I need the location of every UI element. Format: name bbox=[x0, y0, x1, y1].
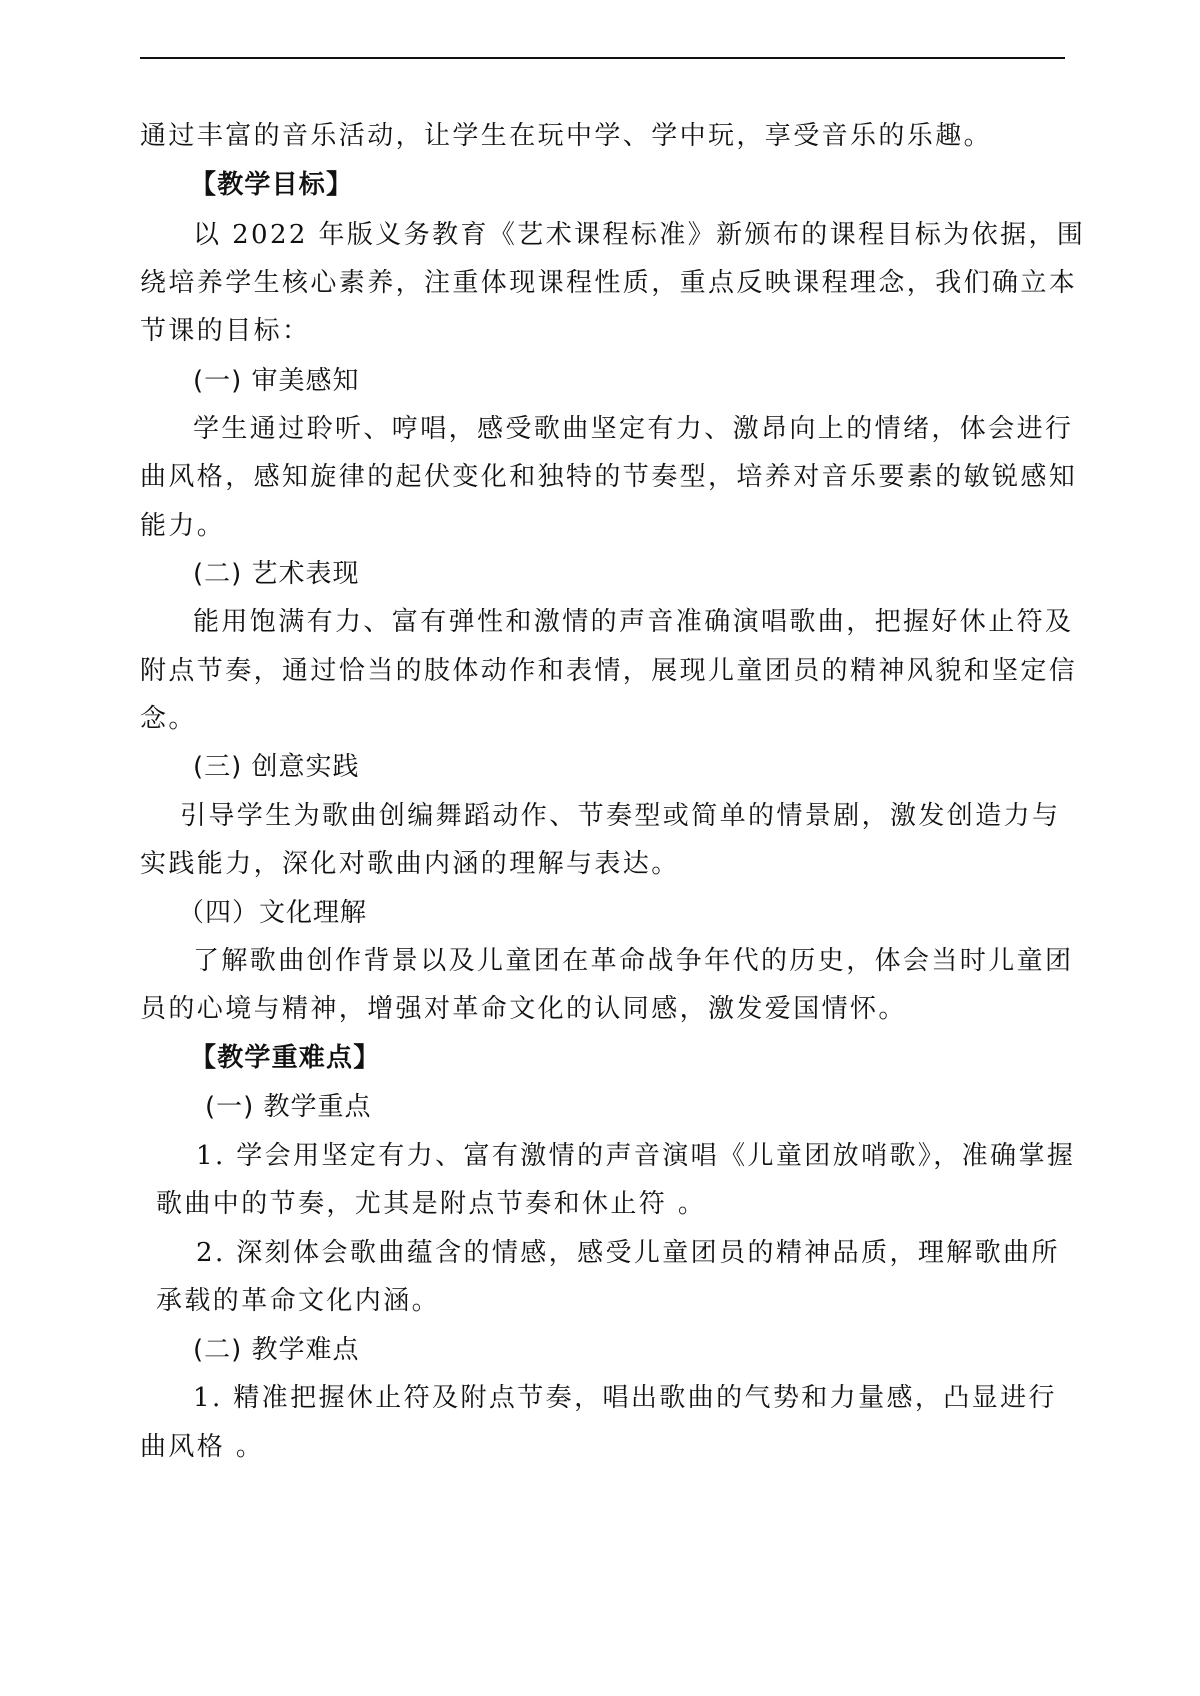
header-rule bbox=[140, 57, 1065, 59]
subheading-teaching-focus: (一) 教学重点 bbox=[205, 1092, 372, 1122]
body-line: 通过丰富的音乐活动，让学生在玩中学、学中玩，享受音乐的乐趣。 bbox=[140, 121, 993, 151]
body-line: 歌曲中的节奏，尤其是附点节奏和休止符 。 bbox=[156, 1189, 707, 1219]
body-line: 念。 bbox=[140, 704, 197, 734]
subheading-creative-practice: (三) 创意实践 bbox=[193, 752, 360, 782]
body-line: 曲风格，感知旋律的起伏变化和独特的节奏型，培养对音乐要素的敏锐感知 bbox=[140, 462, 1078, 492]
body-line: 实践能力，深化对歌曲内涵的理解与表达。 bbox=[140, 849, 680, 879]
body-line: 1. 精准把握休止符及附点节奏，唱出歌曲的气势和力量感，凸显进行 bbox=[193, 1383, 1057, 1413]
body-line: 附点节奏，通过恰当的肢体动作和表情，展现儿童团员的精神风貌和坚定信 bbox=[140, 656, 1078, 686]
subheading-cultural-understanding: （四）文化理解 bbox=[178, 898, 368, 928]
body-line: 绕培养学生核心素养，注重体现课程性质，重点反映课程理念，我们确立本 bbox=[140, 268, 1078, 298]
body-line: 学生通过聆听、哼唱，感受歌曲坚定有力、激昂向上的情绪，体会进行 bbox=[193, 414, 1074, 444]
body-line: 2. 深刻体会歌曲蕴含的情感，感受儿童团员的精神品质，理解歌曲所 bbox=[196, 1238, 1060, 1268]
body-line: 1. 学会用坚定有力、富有激情的声音演唱《儿童团放哨歌》，准确掌握 bbox=[196, 1141, 1076, 1171]
subheading-artistic-expression: (二) 艺术表现 bbox=[193, 559, 360, 589]
body-line: 以 2022 年版义务教育《艺术课程标准》新颁布的课程目标为依据，围 bbox=[193, 220, 1086, 250]
body-line: 引导学生为歌曲创编舞蹈动作、节奏型或简单的情景剧，激发创造力与 bbox=[180, 801, 1061, 831]
subheading-aesthetic-perception: (一) 审美感知 bbox=[193, 366, 360, 396]
section-heading-key-difficult: 【教学重难点】 bbox=[190, 1043, 381, 1073]
subheading-teaching-difficulty: (二) 教学难点 bbox=[193, 1335, 360, 1365]
body-line: 员的心境与精神，增强对革命文化的认同感，激发爱国情怀。 bbox=[140, 994, 907, 1024]
body-line: 了解歌曲创作背景以及儿童团在革命战争年代的历史，体会当时儿童团 bbox=[193, 946, 1074, 976]
body-line: 能力。 bbox=[140, 511, 226, 541]
body-line: 曲风格 。 bbox=[140, 1432, 265, 1462]
body-line: 能用饱满有力、富有弹性和激情的声音准确演唱歌曲，把握好休止符及 bbox=[193, 607, 1074, 637]
body-line: 节课的目标： bbox=[140, 316, 311, 346]
section-heading-objectives: 【教学目标】 bbox=[190, 170, 354, 200]
body-line: 承载的革命文化内涵。 bbox=[156, 1286, 441, 1316]
